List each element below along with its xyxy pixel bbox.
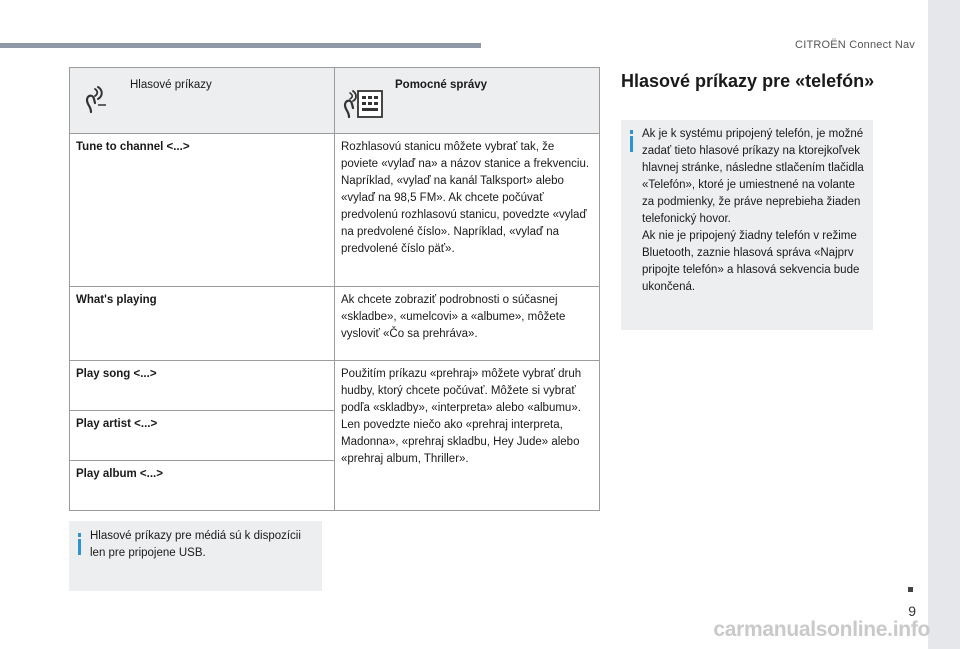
info-bar-icon — [630, 130, 633, 134]
command-cell: What's playing — [70, 287, 335, 361]
voice-command-icon — [84, 85, 114, 115]
page-number: 9 — [908, 603, 916, 619]
watermark: carmanualsonline.info — [713, 618, 930, 641]
command-cell: Tune to channel <...> — [70, 134, 335, 287]
usb-info-note — [69, 521, 322, 591]
table-header-commands — [70, 68, 335, 134]
command-cell: Play album <...> — [70, 461, 335, 511]
phone-info-note — [621, 120, 873, 330]
page-marker — [908, 587, 913, 592]
phone-note-text: Ak je k systému pripojený telefón, je možné zadať tieto hlasové príkazy na ktorejkoľvek hlavnej stránke, následne stlačením tlačidla «Telefón», ktoré je umiestnené na volante za podmienky, že práve neprebieha žiaden telefonický hovor. Ak nie je pripojený žiadny telefón v režime Bluetooth, zaznie hlasová správa «Najprv pripojte telefón» a hlasová sekvencia bude ukončená. — [642, 128, 864, 293]
header-brand: CITROËN Connect Nav — [795, 39, 915, 51]
top-rule — [0, 43, 481, 48]
command-cell: Play song <...> — [70, 361, 335, 411]
table-row — [70, 287, 600, 361]
table-row — [70, 361, 600, 411]
col1-header: Hlasové príkazy — [130, 79, 212, 91]
table-row — [70, 134, 600, 287]
help-cell: Ak chcete zobraziť podrobnosti o súčasnej «skladbe», «umelcovi» a «albume», môžete vysloviť «Čo sa prehráva». — [335, 287, 600, 361]
command-cell: Play artist <...> — [70, 411, 335, 461]
info-bar — [630, 136, 633, 152]
help-cell: Rozhlasovú stanicu môžete vybrať tak, že poviete «vylaď na» a názov stanice a frekvenciu. Napríklad, «vylaď na kanál Talksport» alebo «vylaď na 98,5 FM». Ak chcete počúvať predvolenú rozhlasovú stanicu, povedzte «vylaď na predvolené číslo». Napríklad, «vylaď na predvolené číslo päť». — [335, 134, 600, 287]
usb-note-text: Hlasové príkazy pre médiá sú k dispozícii len pre pripojene USB. — [90, 530, 301, 559]
voice-commands-table — [69, 67, 600, 511]
voice-help-message-icon — [343, 83, 385, 121]
col2-header: Pomocné správy — [395, 79, 488, 91]
info-bar — [78, 539, 81, 555]
help-cell: Použitím príkazu «prehraj» môžete vybrať druh hudby, ktorý chcete počúvať. Môžete si vybrať podľa «skladby», «interpreta» alebo «albumu». Len povedzte niečo ako «prehraj interpreta, Madonna», «prehraj skladbu, Hey Jude» alebo «prehraj album, Thriller». — [335, 361, 600, 511]
table-header-row — [70, 68, 600, 134]
info-bar-icon — [78, 533, 81, 537]
table-header-help — [335, 68, 600, 134]
right-margin-band — [928, 0, 960, 649]
section-title: Hlasové príkazy pre «telefón» — [621, 71, 875, 91]
